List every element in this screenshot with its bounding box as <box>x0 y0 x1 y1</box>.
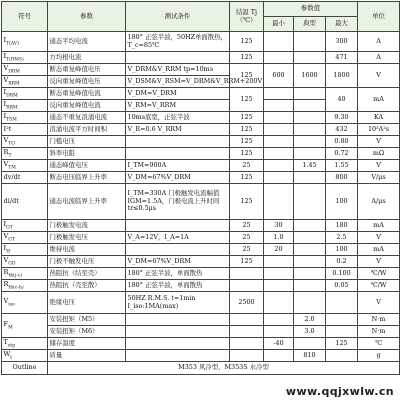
cell-min <box>264 326 294 338</box>
table-row <box>2 314 400 326</box>
cell-max: 1.55 <box>326 160 358 172</box>
cell-typ <box>294 338 326 350</box>
cell-param: 门极不触发电压 <box>48 256 126 268</box>
cell-typ <box>294 268 326 280</box>
table-row <box>2 32 400 52</box>
cell-max <box>326 350 358 362</box>
cell-typ: 1600 <box>294 64 326 88</box>
cell-tj: 125 <box>230 136 264 148</box>
header-tj: 结温 Tj（℃） <box>230 2 264 32</box>
table-row <box>2 172 400 184</box>
table-row <box>2 52 400 64</box>
cell-sym: $V_{DRM}$ <box>2 64 48 76</box>
cell-max: 2.5 <box>326 232 358 244</box>
cell-sym: $I_H$ <box>2 244 48 256</box>
cell-param: 绝缘电压 <box>48 292 126 314</box>
cell-cond: 10ms底宽，正弦半波 <box>126 112 230 124</box>
cell-unit: 10³A²s <box>358 124 400 136</box>
cell-typ: 1.45 <box>294 160 326 172</box>
cell-sym: $T_{stg}$ <box>2 338 48 350</box>
cell-sym: $I_{DRM}$ <box>2 88 48 100</box>
cell-unit: mA <box>358 88 400 112</box>
cell-tj <box>230 314 264 326</box>
cell-typ <box>294 292 326 314</box>
header-unit: 单位 <box>358 2 400 32</box>
table-row <box>2 160 400 172</box>
header-symbol: 符号 <box>2 2 48 32</box>
cell-unit: A <box>358 32 400 52</box>
outline-label: Outline <box>2 362 48 375</box>
cell-max: 100 <box>326 244 358 256</box>
cell-unit: KA <box>358 112 400 124</box>
cell-param: 浪涌电流平方时间积 <box>48 124 126 136</box>
spec-table <box>1 1 400 375</box>
table-row <box>2 256 400 268</box>
cell-param: 质量 <box>48 350 126 362</box>
cell-tj: 125 <box>230 184 264 220</box>
cell-min: 20 <box>264 244 294 256</box>
cell-unit: mΩ <box>358 148 400 160</box>
cell-param: 通态峰值电压 <box>48 160 126 172</box>
table-row <box>2 244 400 256</box>
cell-max: 100 <box>326 184 358 220</box>
cell-max: 0.80 <box>326 136 358 148</box>
cell-sym: $V_{RRM}$ <box>2 76 48 88</box>
header-typ: 典型 <box>294 17 326 32</box>
cell-param: 门槛电压 <box>48 136 126 148</box>
cell-cond: V_DM=V_DRM <box>126 88 230 100</box>
header-cond: 测试条件 <box>126 2 230 32</box>
cell-tj <box>230 280 264 292</box>
cell-unit: V/μs <box>358 172 400 184</box>
cell-unit: V <box>358 160 400 172</box>
cell-tj: 125 <box>230 256 264 268</box>
cell-param: 通态电流临界上升率 <box>48 184 126 220</box>
cell-min: 30 <box>264 220 294 232</box>
cell-max: 9.30 <box>326 112 358 124</box>
cell-sym: $I_{GT}$ <box>2 220 48 232</box>
cell-min <box>264 314 294 326</box>
cell-cond <box>126 148 230 160</box>
cell-max: 125 <box>326 338 358 350</box>
cell-tj: 125 <box>230 124 264 136</box>
cell-param: 储存温度 <box>48 338 126 350</box>
cell-typ <box>294 184 326 220</box>
cell-cond: 180° 正弦半波，单面散热 <box>126 268 230 280</box>
cell-cond: V_DM=67%V_DRM <box>126 172 230 184</box>
cell-cond <box>126 244 230 256</box>
table-row <box>2 148 400 160</box>
table-row <box>2 136 400 148</box>
cell-typ <box>294 220 326 232</box>
cell-min <box>264 136 294 148</box>
cell-sym: $R_{th(c-h)}$ <box>2 280 48 292</box>
cell-max: 300 <box>326 32 358 52</box>
cell-min <box>264 184 294 220</box>
cell-min <box>264 52 294 64</box>
cell-tj <box>230 326 264 338</box>
cell-cond: V_DSM&V_RSM=V_DRM&V_RRM+200V <box>126 76 230 88</box>
table-row <box>2 280 400 292</box>
cell-unit: mA <box>358 244 400 256</box>
cell-max: 40 <box>326 88 358 112</box>
cell-cond: 50HZ R.M.S. t=1min I_iso:1MA(max) <box>126 292 230 314</box>
cell-cond: V_A=12V，I_A=1A <box>126 232 230 244</box>
cell-sym: dv/dt <box>2 172 48 184</box>
cell-tj <box>230 268 264 280</box>
cell-param: 通态不重复浪涌电流 <box>48 112 126 124</box>
cell-max: 1800 <box>326 64 358 88</box>
cell-sym: $I_{T(AV)}$ <box>2 32 48 52</box>
cell-typ <box>294 136 326 148</box>
table-row <box>2 124 400 136</box>
table-row <box>2 232 400 244</box>
cell-sym: $I_{TSM}$ <box>2 112 48 124</box>
cell-unit: A/μs <box>358 184 400 220</box>
cell-typ: 2.0 <box>294 314 326 326</box>
cell-cond: 180° 正弦半波，单面散热 <box>126 280 230 292</box>
table-row <box>2 184 400 220</box>
cell-unit: g <box>358 350 400 362</box>
cell-max: 180 <box>326 220 358 232</box>
header-row <box>2 2 400 17</box>
cell-min <box>264 148 294 160</box>
cell-tj <box>230 350 264 362</box>
table-row <box>2 268 400 280</box>
cell-typ: 810 <box>294 350 326 362</box>
cell-tj: 25 <box>230 232 264 244</box>
cell-min: 1.0 <box>264 232 294 244</box>
cell-sym: di/dt <box>2 184 48 220</box>
cell-sym: $V_{GT}$ <box>2 232 48 244</box>
cell-typ <box>294 112 326 124</box>
cell-tj: 25 <box>230 160 264 172</box>
cell-unit: mA <box>358 220 400 232</box>
cell-sym: $V_{TO}$ <box>2 136 48 148</box>
cell-tj: 125 <box>230 112 264 124</box>
cell-max <box>326 292 358 314</box>
cell-typ <box>294 280 326 292</box>
cell-typ <box>294 232 326 244</box>
outline-row <box>2 362 400 375</box>
cell-max: 0.100 <box>326 268 358 280</box>
cell-min <box>264 256 294 268</box>
cell-param: 维持电流 <box>48 244 126 256</box>
table-row <box>2 338 400 350</box>
table-row <box>2 64 400 76</box>
cell-param: 通态平均电流 <box>48 32 126 52</box>
cell-cond: I_TM=900A <box>126 160 230 172</box>
cell-unit: V <box>358 256 400 268</box>
cell-param: 门极触发电压 <box>48 232 126 244</box>
cell-param: 安装扭矩（M5） <box>48 314 126 326</box>
cell-cond <box>126 350 230 362</box>
cell-min: 600 <box>264 64 294 88</box>
cell-cond <box>126 314 230 326</box>
cell-typ <box>294 88 326 100</box>
cell-max <box>326 326 358 338</box>
cell-typ <box>294 172 326 184</box>
cell-typ: 3.0 <box>294 326 326 338</box>
cell-max: 800 <box>326 172 358 184</box>
cell-typ <box>294 100 326 112</box>
table-row <box>2 220 400 232</box>
cell-min <box>264 292 294 314</box>
cell-unit: ℃/W <box>358 268 400 280</box>
cell-cond: 180° 正弦半波，50HZ单面散热，T_c=85℃ <box>126 32 230 52</box>
cell-cond: I_TM=330A 门极触发电流幅值IGM=1.5A，门极电流上升时间tr≤0.5μs <box>126 184 230 220</box>
header-max: 最大 <box>326 17 358 32</box>
table-row <box>2 88 400 100</box>
cell-cond <box>126 338 230 350</box>
cell-sym: I²t <box>2 124 48 136</box>
cell-unit: N·m <box>358 314 400 326</box>
spec-body <box>2 32 400 362</box>
cell-min <box>264 88 294 100</box>
cell-cond <box>126 326 230 338</box>
cell-sym: $I_{RRM}$ <box>2 100 48 112</box>
watermark: www.qqjxwlw.cn <box>285 385 394 398</box>
cell-unit: N·m <box>358 326 400 338</box>
table-row <box>2 326 400 338</box>
cell-tj: 125 <box>230 32 264 52</box>
cell-typ <box>294 256 326 268</box>
cell-sym: $I_{T(RMS)}$ <box>2 52 48 64</box>
cell-cond: V_DRM&V_RRM tp=10ms <box>126 64 230 76</box>
cell-unit: V <box>358 64 400 88</box>
outline-value: M353 风冷型、M353S 水冷型 <box>48 362 400 375</box>
cell-param: 热阻抗（壳至散） <box>48 280 126 292</box>
cell-min <box>264 350 294 362</box>
cell-max: 432 <box>326 124 358 136</box>
cell-tj <box>230 338 264 350</box>
cell-sym: $F_M$ <box>2 314 48 338</box>
cell-sym: $W_t$ <box>2 350 48 362</box>
cell-tj: 125 <box>230 52 264 64</box>
cell-max: 0.05 <box>326 280 358 292</box>
cell-min <box>264 160 294 172</box>
cell-min <box>264 280 294 292</box>
cell-cond <box>126 220 230 232</box>
cell-param: 斜率电阻 <box>48 148 126 160</box>
cell-min: -40 <box>264 338 294 350</box>
cell-unit: ℃ <box>358 338 400 350</box>
cell-min <box>264 124 294 136</box>
table-row <box>2 350 400 362</box>
cell-param: 断态电压临界上升率 <box>48 172 126 184</box>
cell-unit: A <box>358 52 400 64</box>
header-values: 参数值 <box>264 2 358 17</box>
table-row <box>2 112 400 124</box>
cell-unit: V <box>358 232 400 244</box>
cell-param: 断态重复峰值电压 <box>48 64 126 76</box>
cell-cond: V_DM=67%V_DRM <box>126 256 230 268</box>
cell-max: 0.2 <box>326 256 358 268</box>
cell-unit: V <box>358 136 400 148</box>
cell-tj: 125 <box>230 64 264 88</box>
cell-min <box>264 268 294 280</box>
cell-min <box>264 100 294 112</box>
cell-param: 安装扭矩（M6） <box>48 326 126 338</box>
cell-tj: 25 <box>230 220 264 232</box>
cell-param: 门极触发电流 <box>48 220 126 232</box>
cell-param: 断态重复峰值电流 <box>48 88 126 100</box>
header-min: 最小 <box>264 17 294 32</box>
cell-max: 471 <box>326 52 358 64</box>
cell-param: 反向重复峰值电流 <box>48 100 126 112</box>
cell-sym: $V_{TM}$ <box>2 160 48 172</box>
cell-typ <box>294 52 326 64</box>
cell-max <box>326 314 358 326</box>
cell-tj: 125 <box>230 172 264 184</box>
cell-sym: $R_{th(j-c)}$ <box>2 268 48 280</box>
cell-sym: $V_{GD}$ <box>2 256 48 268</box>
cell-tj: 2500 <box>230 292 264 314</box>
cell-typ <box>294 244 326 256</box>
cell-tj: 25 <box>230 244 264 256</box>
cell-min <box>264 32 294 52</box>
cell-cond: V_RM=V_RRM <box>126 100 230 112</box>
cell-typ <box>294 124 326 136</box>
cell-param: 反向重复峰值电压 <box>48 76 126 88</box>
cell-typ <box>294 148 326 160</box>
cell-tj: 125 <box>230 88 264 112</box>
cell-sym: $R_T$ <box>2 148 48 160</box>
cell-typ <box>294 32 326 52</box>
table-row <box>2 292 400 314</box>
cell-min <box>264 112 294 124</box>
cell-cond: V_R=0.6 V_RRM <box>126 124 230 136</box>
cell-cond <box>126 136 230 148</box>
cell-param: 热阻抗（结至壳） <box>48 268 126 280</box>
cell-param: 方均根电流 <box>48 52 126 64</box>
cell-unit: ℃/W <box>358 280 400 292</box>
cell-min <box>264 172 294 184</box>
cell-sym: $V_{iso}$ <box>2 292 48 314</box>
cell-tj: 125 <box>230 148 264 160</box>
header-param: 参数 <box>48 2 126 32</box>
cell-max: 0.72 <box>326 148 358 160</box>
cell-cond <box>126 52 230 64</box>
cell-unit: V <box>358 292 400 314</box>
